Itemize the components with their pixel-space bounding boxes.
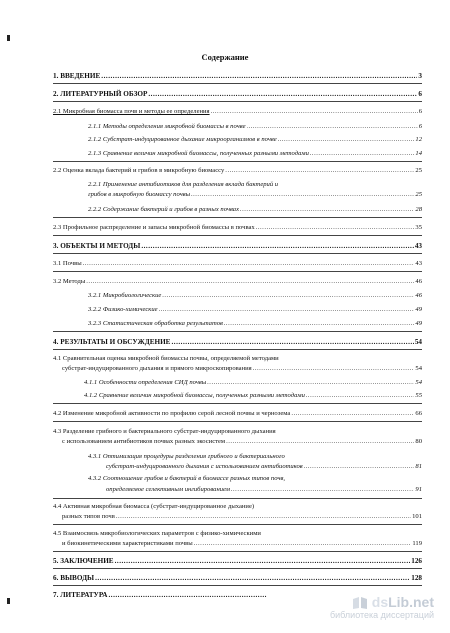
divider xyxy=(53,101,422,102)
toc-entry-4-4-line1[interactable]: 4.4 Активная микробная биомасса (субстрат-индуцированное дыхание) xyxy=(53,503,255,510)
toc-entry-2-1-3[interactable]: 2.1.3 Сравнение величин микробной биомассы, полученных разными методами ..... 14 xyxy=(88,150,422,158)
toc-entry-2[interactable]: 2. ЛИТЕРАТУРНЫЙ ОБЗОР ..... 6 xyxy=(53,90,422,98)
divider xyxy=(53,217,422,218)
toc-entry-4-5-line1[interactable]: 4.5 Взаимосвязь микробиологических параметров с физико-химическими xyxy=(53,530,261,537)
toc-entry-2-3[interactable]: 2.3 Профильное распределение и запасы микробной биомассы в почвах ..... 35 xyxy=(53,224,422,232)
toc-entry-4[interactable]: 4. РЕЗУЛЬТАТЫ И ОБСУЖДЕНИЕ ..... 54 xyxy=(53,338,422,346)
divider xyxy=(53,331,422,332)
toc-entry-2-2-1-line1[interactable]: 2.2.1 Применение антибиотиков для разделения вклада бактерий и xyxy=(88,181,279,188)
toc-entry-2-2-1-line2[interactable]: грибов в микробную биомассу почвы ..... 25 xyxy=(88,191,422,199)
divider xyxy=(53,349,422,350)
divider xyxy=(53,403,422,404)
toc-entry-1[interactable]: 1. ВВЕДЕНИЕ ..... 3 xyxy=(53,72,422,80)
divider xyxy=(53,568,422,569)
toc-entry-4-3-2-line1[interactable]: 4.3.2 Соотношение грибов и бактерий в биомассе разных типов почв, xyxy=(88,475,285,482)
toc-entry-2-1[interactable]: 2.1 Микробная биомасса почв и методы ее определения ..... 6 xyxy=(53,108,422,116)
watermark-logo: dsLib.net xyxy=(330,594,434,610)
toc-entry-4-1-line2[interactable]: субстрат-индуцированного дыхания и прямого микроскопирования ..... 54 xyxy=(62,365,422,373)
toc-entry-4-4-line2[interactable]: разных типов почв ..... 101 xyxy=(62,513,422,521)
toc-entry-4-1-2[interactable]: 4.1.2 Сравнение величин микробной биомассы, полученных разными методами ..... 55 xyxy=(84,392,422,400)
watermark-subtitle: библиотека диссертаций xyxy=(329,610,434,620)
page-title: Содержание xyxy=(201,52,249,62)
toc-entry-4-3-1-line2[interactable]: субстрат-индуцированного дыхания с использованием антибиотиков ..... 81 xyxy=(106,463,422,471)
divider xyxy=(53,83,422,84)
toc-entry-7[interactable]: 7. ЛИТЕРАТУРА ..... xyxy=(53,591,268,599)
toc-entry-2-2-2[interactable]: 2.2.2 Содержание бактерий и грибов в разных почвах ..... 28 xyxy=(88,206,422,214)
divider xyxy=(53,271,422,272)
toc-entry-3-2-3[interactable]: 3.2.3 Статистическая обработка результатов ..... 49 xyxy=(88,320,422,328)
toc-entry-4-1-line1[interactable]: 4.1 Сравнительная оценка микробной биомассы почвы, определяемой методами xyxy=(53,355,279,362)
toc-entry-4-2[interactable]: 4.2 Изменение микробной активности по профилю серой лесной почвы и чернозема ..... 66 xyxy=(53,410,422,418)
divider xyxy=(53,421,422,422)
toc-entry-3[interactable]: 3. ОБЪЕКТЫ И МЕТОДЫ ..... 43 xyxy=(53,242,422,250)
toc-entry-4-3-2-line2[interactable]: определяемое селективным ингибированием ..... 91 xyxy=(106,486,422,494)
divider xyxy=(53,551,422,552)
toc-entry-4-3-line2[interactable]: с использованием антибиотиков почвах разных экосистем ..... 80 xyxy=(62,438,422,446)
toc-entry-6[interactable]: 6. ВЫВОДЫ ..... 128 xyxy=(53,574,422,582)
toc-entry-5[interactable]: 5. ЗАКЛЮЧЕНИЕ ..... 126 xyxy=(53,557,422,565)
scan-mark xyxy=(7,35,10,41)
scan-mark xyxy=(7,598,10,604)
toc-entry-3-1[interactable]: 3.1 Почвы ..... 43 xyxy=(53,260,422,268)
divider xyxy=(53,524,422,525)
toc-entry-3-2-2[interactable]: 3.2.2 Физико-химические ..... 49 xyxy=(88,306,422,314)
toc-entry-4-3-1-line1[interactable]: 4.3.1 Оптимизация процедуры разделения грибного и бактериального xyxy=(88,453,285,460)
divider xyxy=(53,585,422,586)
toc-entry-3-2-1[interactable]: 3.2.1 Микробиологические ..... 46 xyxy=(88,292,422,300)
toc-entry-2-1-1[interactable]: 2.1.1 Методы определения микробной биомассы в почве ..... 6 xyxy=(88,123,422,131)
divider xyxy=(53,253,422,254)
toc-entry-2-2[interactable]: 2.2 Оценка вклада бактерий и грибов в микробную биомассу ..... 25 xyxy=(53,167,422,175)
book-icon xyxy=(352,596,368,610)
toc-entry-4-3-line1[interactable]: 4.3 Разделение грибного и бактериального субстрат-индуцированного дыхания xyxy=(53,428,276,435)
toc-entry-2-1-2[interactable]: 2.1.2 Субстрат-индуцированное дыхание микроорганизмов в почве ..... 12 xyxy=(88,136,422,144)
divider xyxy=(53,161,422,162)
divider xyxy=(53,235,422,236)
watermark xyxy=(330,594,434,620)
toc-entry-3-2[interactable]: 3.2 Методы ..... 46 xyxy=(53,278,422,286)
divider xyxy=(53,498,422,499)
toc-entry-4-1-1[interactable]: 4.1.1 Особенности определения СИД почвы ..... 54 xyxy=(84,379,422,387)
toc-entry-4-5-line2[interactable]: и биокинетическими характеристиками почвы ..... 119 xyxy=(62,540,422,548)
